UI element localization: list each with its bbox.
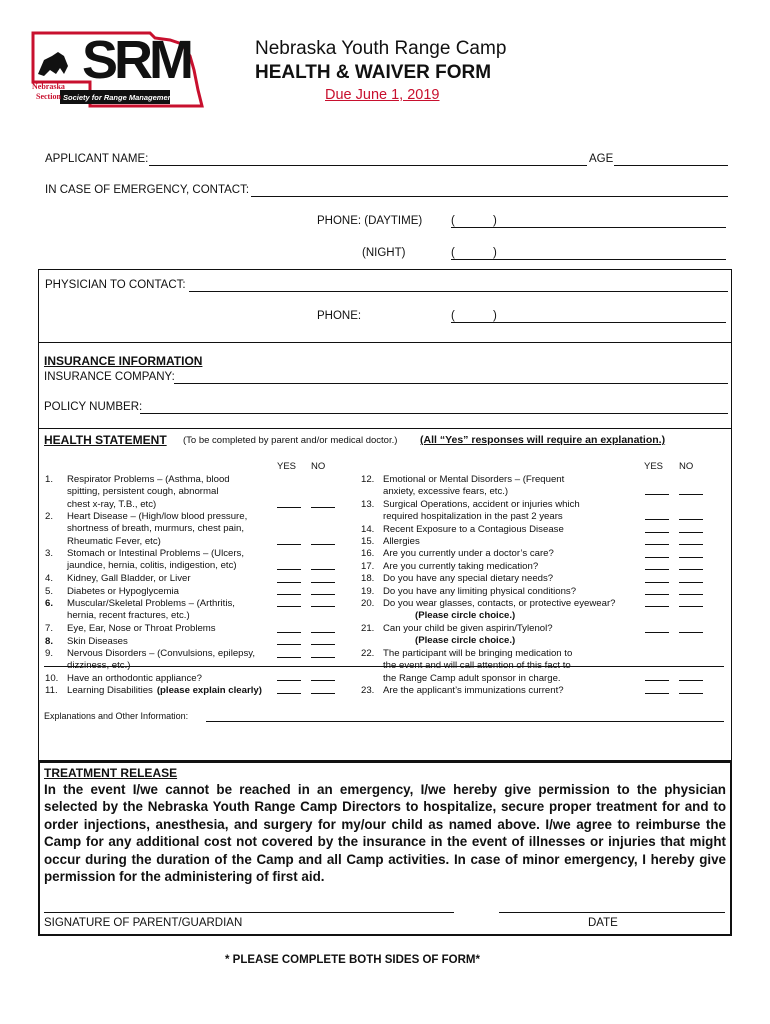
divider (38, 428, 732, 429)
left-item-yes-blank[interactable] (277, 544, 301, 545)
logo-sub-section: Section (36, 92, 61, 101)
right-item-yes-blank[interactable] (645, 519, 669, 520)
right-item-yes-blank[interactable] (645, 569, 669, 570)
left-item-text: Skin Diseases (67, 636, 128, 647)
health-statement-heading: HEALTH STATEMENT (44, 433, 167, 447)
right-item-number: 23. (361, 685, 375, 696)
emergency-contact-field[interactable] (251, 196, 728, 197)
explanations-label: Explanations and Other Information: (44, 711, 189, 721)
left-item-number: 7. (45, 623, 54, 634)
left-item-yes-blank[interactable] (277, 644, 301, 645)
left-item-no-blank[interactable] (311, 594, 335, 595)
date-field[interactable] (499, 912, 725, 913)
left-item-number: 4. (45, 573, 54, 584)
age-label: AGE (589, 153, 614, 165)
phone-day-area-close: ) (493, 215, 497, 227)
right-item-number: 15. (361, 536, 375, 547)
left-no-header: NO (311, 461, 326, 472)
right-item-number: 22. (361, 648, 375, 659)
right-item-text: Do you have any special dietary needs? (383, 573, 554, 584)
treatment-heading: TREATMENT RELEASE (44, 766, 178, 780)
form-title-main: HEALTH & WAIVER FORM (255, 62, 492, 83)
left-item-text: hernia, recent fractures, etc.) (67, 610, 190, 622)
right-item-yes-blank[interactable] (645, 680, 669, 681)
right-item-text: Are you currently under a doctor’s care? (383, 548, 554, 559)
right-item-no-blank[interactable] (679, 494, 703, 495)
right-item-yes-blank[interactable] (645, 594, 669, 595)
left-yes-header: YES (277, 461, 297, 472)
right-item-no-blank[interactable] (679, 519, 703, 520)
physician-phone-label: PHONE: (317, 310, 362, 322)
left-item-text: jaundice, hernia, colitis, indigestion, etc) (67, 560, 237, 572)
right-item-text: the event and will call attention of this fact to (383, 660, 571, 672)
right-item-no-blank[interactable] (679, 594, 703, 595)
medication-line[interactable] (44, 666, 724, 667)
left-item-text: Respirator Problems – (Asthma, blood (67, 474, 230, 485)
left-item-number: 5. (45, 586, 54, 597)
left-item-text: Kidney, Gall Bladder, or Liver (67, 573, 191, 584)
left-item-no-blank[interactable] (311, 680, 335, 681)
left-item-no-blank[interactable] (311, 644, 335, 645)
emergency-contact-label: IN CASE OF EMERGENCY, CONTACT: (45, 184, 250, 196)
left-item-number: 10. (45, 673, 59, 684)
right-item-yes-blank[interactable] (645, 544, 669, 545)
left-item-no-blank[interactable] (311, 582, 335, 583)
left-item-yes-blank[interactable] (277, 507, 301, 508)
right-item-yes-blank[interactable] (645, 632, 669, 633)
right-item-no-blank[interactable] (679, 606, 703, 607)
left-item-number: 1. (45, 474, 54, 485)
right-item-number: 13. (361, 499, 375, 510)
right-item-no-blank[interactable] (679, 557, 703, 558)
srm-logo (30, 30, 205, 115)
policy-number-field[interactable] (140, 413, 728, 414)
left-item-yes-blank[interactable] (277, 632, 301, 633)
left-item-emphasis: (please explain clearly) (156, 685, 262, 696)
logo-org-name: Society for Range Management (63, 93, 175, 102)
right-item-text: Do you wear glasses, contacts, or protective eyewear? (383, 598, 616, 609)
right-item-text: Are the applicant’s immunizations current? (383, 685, 564, 696)
right-item-text: Can your child be given aspirin/Tylenol? (383, 623, 553, 634)
right-item-yes-blank[interactable] (645, 693, 669, 694)
treatment-release-text: In the event I/we cannot be reached in an emergency, I/we hereby give permission to the physician selected by the Nebraska Youth Range Camp Directors to hospitalize, secure proper treatment for and to order injections, anesthesia, and surgery for my/our child as named above. I/we agree to reimburse the Camp for any additional cost not covered by the insurance in the event of illnesses or injuries that might occur during the duration of the Camp and all Camp activities. In case of minor emergency, I hereby give permission for the administering of first aid. (44, 782, 726, 885)
insurance-heading: INSURANCE INFORMATION (44, 354, 203, 368)
right-item-number: 17. (361, 561, 375, 572)
left-item-text: shortness of breath, murmurs, chest pain, (67, 523, 245, 535)
right-item-number: 14. (361, 524, 375, 535)
right-item-yes-blank[interactable] (645, 606, 669, 607)
right-item-text: anxiety, excessive fears, etc.) (383, 486, 509, 498)
right-item-no-blank[interactable] (679, 693, 703, 694)
health-statement-note: (To be completed by parent and/or medical doctor.) (183, 435, 398, 446)
left-item-number: 2. (45, 511, 54, 522)
right-item-circle-choice: (Please circle choice.) (415, 610, 516, 622)
right-item-text: Recent Exposure to a Contagious Disease (383, 524, 564, 535)
phone-night-field[interactable] (451, 259, 726, 260)
right-item-no-blank[interactable] (679, 582, 703, 583)
right-item-text: Allergies (383, 536, 420, 547)
right-item-no-blank[interactable] (679, 680, 703, 681)
left-item-yes-blank[interactable] (277, 657, 301, 658)
physician-label: PHYSICIAN TO CONTACT: (45, 279, 186, 291)
date-label: DATE (588, 917, 618, 929)
left-item-yes-blank[interactable] (277, 582, 301, 583)
right-item-number: 19. (361, 586, 375, 597)
left-item-number: 8. (45, 636, 54, 647)
left-item-text: Eye, Ear, Nose or Throat Problems (67, 623, 216, 634)
left-item-number: 6. (45, 598, 54, 609)
complete-both-sides-note: * PLEASE COMPLETE BOTH SIDES OF FORM* (225, 954, 480, 966)
left-item-text: chest x-ray, T.B., etc) (67, 498, 157, 510)
right-item-no-blank[interactable] (679, 532, 703, 533)
left-item-yes-blank[interactable] (277, 693, 301, 694)
right-item-circle-choice: (Please circle choice.) (415, 635, 516, 647)
right-item-text: Surgical Operations, accident or injuries which (383, 499, 580, 510)
left-item-number: 11. (45, 685, 58, 696)
left-item-yes-blank[interactable] (277, 606, 301, 607)
right-item-text: Are you currently taking medication? (383, 561, 539, 572)
applicant-name-label: APPLICANT NAME: (45, 153, 149, 165)
left-item-yes-blank[interactable] (277, 569, 301, 570)
signature-label: SIGNATURE OF PARENT/GUARDIAN (44, 917, 243, 929)
phone-day-field[interactable] (451, 227, 726, 228)
right-item-yes-blank[interactable] (645, 532, 669, 533)
physician-field[interactable] (189, 291, 728, 292)
policy-number-label: POLICY NUMBER: (44, 401, 143, 413)
left-item-no-blank[interactable] (311, 657, 335, 658)
right-yes-header: YES (644, 461, 664, 472)
right-item-yes-blank[interactable] (645, 557, 669, 558)
left-item-no-blank[interactable] (311, 632, 335, 633)
physician-phone-field[interactable] (451, 322, 726, 323)
left-item-yes-blank[interactable] (277, 680, 301, 681)
right-item-number: 20. (361, 598, 375, 609)
right-item-no-blank[interactable] (679, 569, 703, 570)
signature-field[interactable] (44, 912, 454, 913)
left-item-no-blank[interactable] (311, 693, 335, 694)
due-date: Due June 1, 2019 (325, 87, 440, 103)
right-item-number: 18. (361, 573, 375, 584)
right-item-text: the Range Camp adult sponsor in charge. (383, 672, 561, 684)
right-item-no-blank[interactable] (679, 544, 703, 545)
left-item-text: Diabetes or Hypoglycemia (67, 586, 179, 597)
right-item-text: Do you have any limiting physical conditions? (383, 586, 577, 597)
physician-phone-area-open: ( (451, 310, 455, 322)
divider (38, 342, 732, 343)
logo-sub-nebraska: Nebraska (32, 82, 65, 91)
right-item-number: 21. (361, 623, 375, 634)
left-item-no-blank[interactable] (311, 569, 335, 570)
left-item-text: Heart Disease – (High/low blood pressure, (67, 511, 248, 522)
left-item-text: dizziness, etc.) (67, 660, 131, 672)
phone-night-label: (NIGHT) (362, 247, 406, 259)
phone-day-label: PHONE: (DAYTIME) (317, 215, 423, 227)
right-item-number: 16. (361, 548, 375, 559)
left-item-yes-blank[interactable] (277, 594, 301, 595)
right-item-yes-blank[interactable] (645, 582, 669, 583)
left-item-no-blank[interactable] (311, 544, 335, 545)
explanations-field[interactable] (206, 721, 724, 722)
left-item-no-blank[interactable] (311, 606, 335, 607)
applicant-name-field[interactable] (149, 165, 587, 166)
right-item-text: The participant will be bringing medication to (383, 648, 573, 659)
right-item-no-blank[interactable] (679, 632, 703, 633)
physician-phone-area-close: ) (493, 310, 497, 322)
left-item-text: Rheumatic Fever, etc) (67, 535, 161, 547)
left-item-text: Stomach or Intestinal Problems – (Ulcers, (67, 548, 245, 559)
right-item-yes-blank[interactable] (645, 494, 669, 495)
left-item-number: 3. (45, 548, 54, 559)
insurance-company-field[interactable] (174, 383, 728, 384)
left-item-text: Have an orthodontic appliance? (67, 673, 202, 684)
form-title-camp: Nebraska Youth Range Camp (255, 38, 507, 59)
right-item-number: 12. (361, 474, 375, 485)
right-no-header: NO (679, 461, 694, 472)
left-item-text: spitting, persistent cough, abnormal (67, 486, 219, 498)
left-item-text: Nervous Disorders – (Convulsions, epilepsy, (67, 648, 256, 659)
left-item-text: Learning Disabilities (67, 685, 153, 696)
left-item-text: Muscular/Skeletal Problems – (Arthritis, (67, 598, 235, 609)
phone-night-area-close: ) (493, 247, 497, 259)
phone-day-area-open: ( (451, 215, 455, 227)
insurance-company-label: INSURANCE COMPANY: (44, 371, 175, 383)
right-item-text: Emotional or Mental Disorders – (Frequent (383, 474, 565, 485)
age-field[interactable] (614, 165, 728, 166)
left-item-number: 9. (45, 648, 54, 659)
right-item-text: required hospitalization in the past 2 years (383, 511, 563, 523)
left-item-no-blank[interactable] (311, 507, 335, 508)
logo-letters: SRM (82, 30, 190, 90)
phone-night-area-open: ( (451, 247, 455, 259)
yes-explanation-note: (All “Yes” responses will require an explanation.) (420, 434, 666, 446)
